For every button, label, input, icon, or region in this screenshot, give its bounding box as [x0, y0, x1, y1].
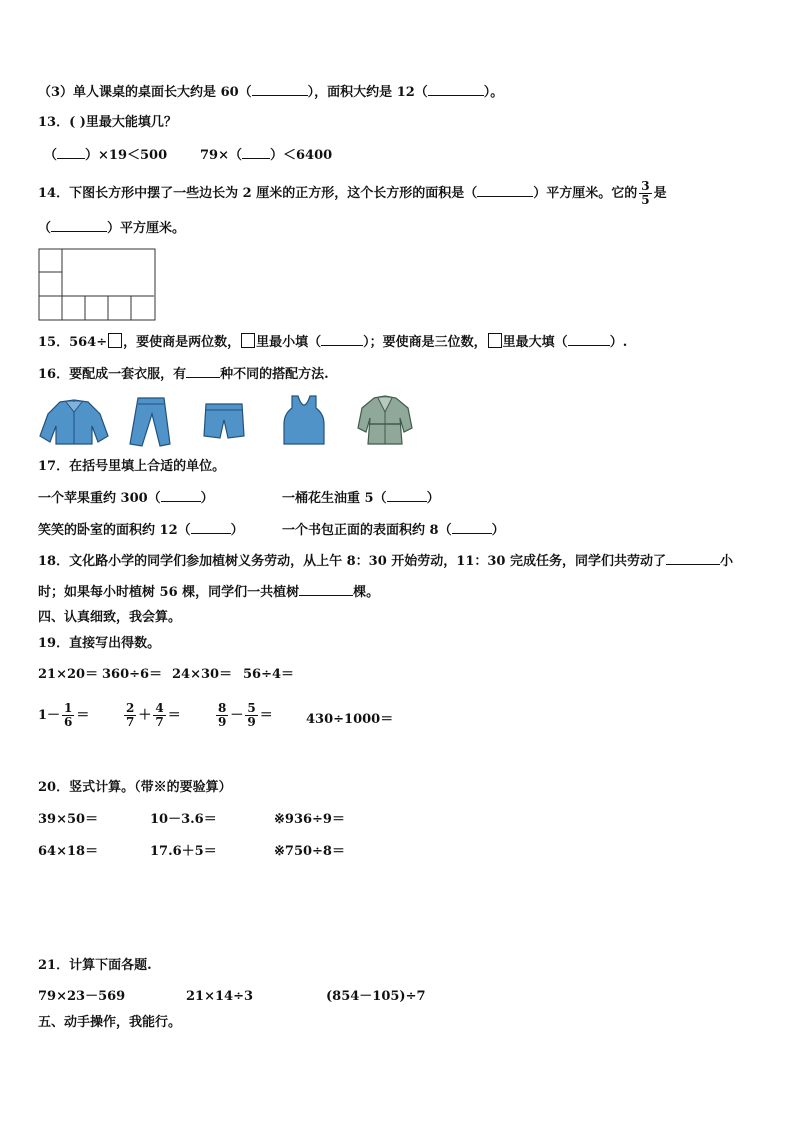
- answer-blank[interactable]: [452, 520, 492, 534]
- answer-blank[interactable]: [161, 488, 201, 502]
- q19-fraction-expr-3: $\frac{8}{9}$ － $\frac{5}{9}$ ＝: [218, 701, 273, 729]
- fraction: $\frac{5}{9}$: [247, 701, 256, 729]
- fraction: $\frac{3}{5}$: [641, 179, 650, 207]
- rectangle-squares-figure: [38, 248, 158, 324]
- answer-blank[interactable]: [51, 218, 107, 232]
- q19-expr: 21×20＝: [38, 667, 99, 682]
- q12-part3: （3）单人课桌的桌面长大约是 60（ ），面积大约是 12（ ）。: [38, 82, 503, 102]
- trousers-icon: [126, 396, 172, 448]
- q19-expr: 56÷4＝: [243, 667, 295, 682]
- q19-fraction-expr-1: 1－ $\frac{1}{6}$ ＝: [38, 701, 90, 729]
- q14-line-2: （ ）平方厘米。: [38, 218, 185, 238]
- section-5-heading: 五、动手操作，我能行。: [38, 1015, 182, 1030]
- answer-blank[interactable]: [191, 520, 231, 534]
- q20-expr: 39×50＝: [38, 812, 99, 827]
- q14-line-1: 14．下图长方形中摆了一些边长为 2 厘米的正方形，这个长方形的面积是（ ）平方厘米。它的 $\frac{3}{5}$ 是: [38, 179, 667, 207]
- answer-blank[interactable]: [57, 145, 85, 159]
- q19-title: 19．直接写出得数。: [38, 636, 161, 651]
- q19-expr: 24×30＝: [172, 667, 233, 682]
- answer-blank[interactable]: [252, 82, 308, 96]
- q19-expr: 430÷1000＝: [306, 712, 394, 727]
- q20-expr: 64×18＝: [38, 844, 99, 859]
- section-4-heading: 四、认真细致，我会算。: [38, 610, 182, 625]
- box-placeholder: [241, 333, 255, 348]
- q15-line: 15．564÷ ，要使商是两位数， 里最小填（ ）；要使商是三位数， 里最大填（ ）.: [38, 332, 627, 352]
- answer-blank[interactable]: [186, 364, 220, 378]
- outer-rectangle: [39, 249, 155, 320]
- box-placeholder: [108, 333, 122, 348]
- q13-title: 13．( )里最大能填几？: [38, 115, 177, 130]
- q13-item-2: 79×（ ）＜6400: [200, 145, 332, 165]
- answer-blank[interactable]: [299, 582, 353, 596]
- q19-fraction-expr-2: $\frac{2}{7}$ ＋ $\frac{4}{7}$ ＝: [126, 701, 181, 729]
- answer-blank[interactable]: [666, 551, 720, 565]
- q17-item-apple: 一个苹果重约 300（ ）: [38, 488, 214, 508]
- q17-item-schoolbag: 一个书包正面的表面积约 8（ ）: [282, 520, 505, 540]
- q13-item-1: （ ）×19＜500: [44, 145, 167, 165]
- answer-blank[interactable]: [428, 82, 484, 96]
- q17-item-bedroom: 笑笑的卧室的面积约 12（ ）: [38, 520, 244, 540]
- q16-line: 16．要配成一套衣服，有 种不同的搭配方法.: [38, 364, 329, 384]
- q19-expr: 360÷6＝: [102, 667, 163, 682]
- fraction: $\frac{2}{7}$: [126, 701, 135, 729]
- q17-item-oil: 一桶花生油重 5（ ）: [282, 488, 440, 508]
- q21-title: 21．计算下面各题.: [38, 958, 152, 973]
- q18-line-1: 18．文化路小学的同学们参加植树义务劳动，从上午 8：30 开始劳动，11：30 完成任务，同学们共劳动了 小: [38, 551, 733, 571]
- answer-blank[interactable]: [568, 332, 610, 346]
- shorts-icon: [202, 402, 246, 442]
- q20-expr: ※936÷9＝: [274, 812, 345, 827]
- q18-line-2: 时；如果每小时植树 56 棵，同学们一共植树 棵。: [38, 582, 379, 602]
- answer-blank[interactable]: [242, 145, 270, 159]
- q21-expr: 21×14÷3: [186, 989, 254, 1004]
- jacket-icon: [38, 396, 110, 448]
- vest-icon: [282, 394, 326, 446]
- fraction: $\frac{8}{9}$: [218, 701, 227, 729]
- answer-blank[interactable]: [321, 332, 363, 346]
- fraction: $\frac{4}{7}$: [155, 701, 164, 729]
- q20-expr: ※750÷8＝: [274, 844, 345, 859]
- fraction: $\frac{1}{6}$: [64, 701, 73, 729]
- q17-title: 17．在括号里填上合适的单位。: [38, 459, 226, 474]
- coat-icon: [356, 394, 414, 446]
- q20-title: 20．竖式计算。（带※的要验算）: [38, 780, 232, 795]
- q20-expr: 10－3.6＝: [150, 812, 217, 827]
- box-placeholder: [488, 333, 502, 348]
- answer-blank[interactable]: [477, 183, 533, 197]
- answer-blank[interactable]: [387, 488, 427, 502]
- q21-expr: 79×23－569: [38, 989, 126, 1004]
- q21-expr: (854－105)÷7: [326, 989, 426, 1004]
- q20-expr: 17.6＋5＝: [150, 844, 217, 859]
